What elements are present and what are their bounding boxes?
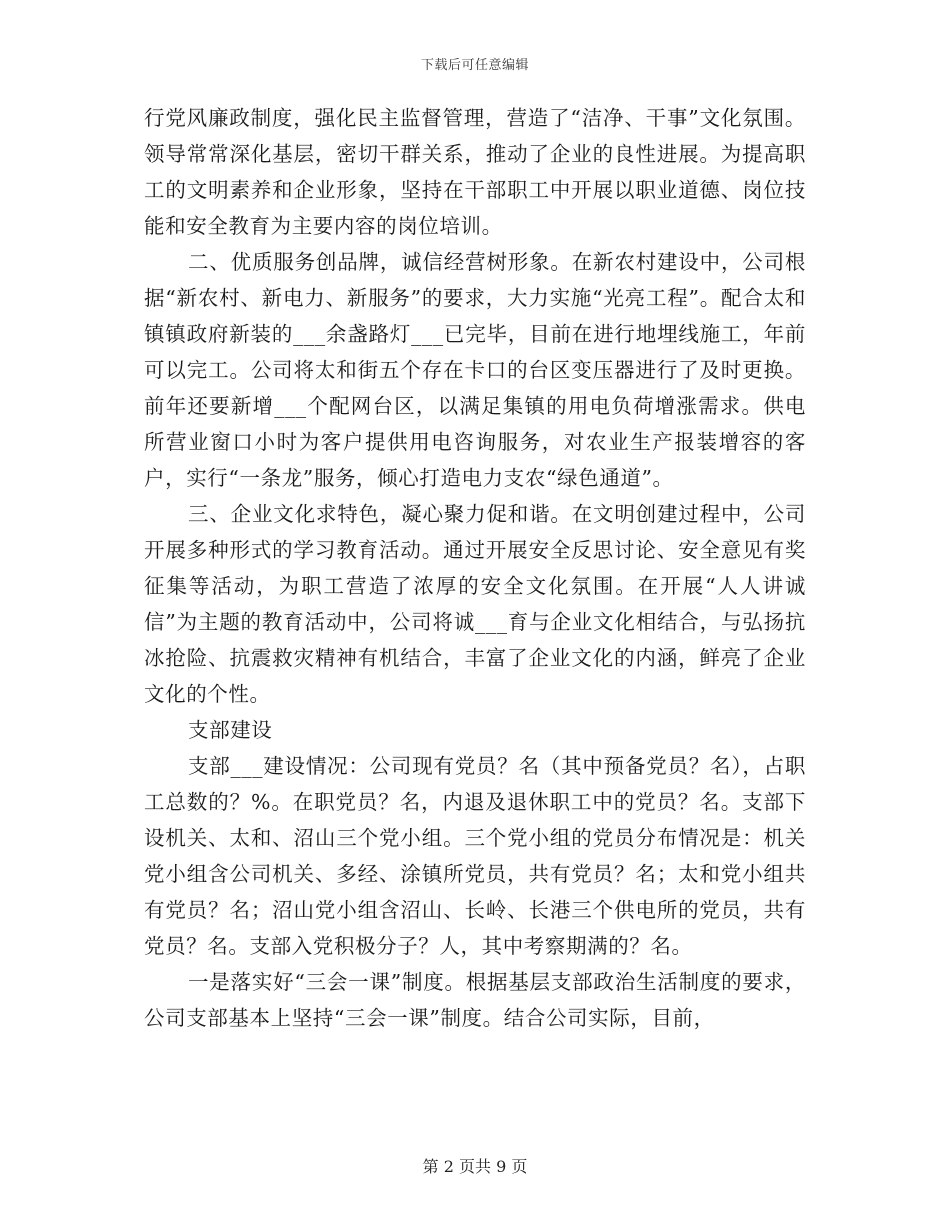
paragraph-6: 一是落实好“三会一课”制度。根据基层支部政治生活制度的要求，公司支部基本上坚持“三会一课”制度。结合公司实际，目前， <box>144 970 806 1030</box>
document-body <box>144 100 806 1036</box>
paragraph-5: 支部___建设情况：公司现有党员？名（其中预备党员？名），占职工总数的？%。在职党员？名，内退及退休职工中的党员？名。支部下设机关、太和、沼山三个党小组。三个党小组的党员分布情况是：机关党小组含公司机关、多经、涂镇所党员，共有党员？名；太和党小组共有党员？名；沼山党小组含沼山、长岭、长港三个供电所的党员，共有党员？名。支部入党积极分子？人，其中考察期满的？名。 <box>144 754 806 958</box>
paragraph-1: 行党风廉政制度，强化民主监督管理，营造了“洁净、干事”文化氛围。领导常常深化基层，密切干群关系，推动了企业的良性进展。为提高职工的文明素养和企业形象，坚持在干部职工中开展以职业道德、岗位技能和安全教育为主要内容的岗位培训。 <box>144 106 806 238</box>
page-header: 下载后可任意编辑 <box>420 58 529 73</box>
paragraph-2: 二、优质服务创品牌，诚信经营树形象。在新农村建设中，公司根据“新农村、新电力、新服务”的要求，大力实施“光亮工程”。配合太和镇镇政府新装的___余盏路灯___已完毕，目前在进行地埋线施工，年前可以完工。公司将太和街五个存在卡口的台区变压器进行了及时更换。前年还要新增___个配网台区，以满足集镇的用电负荷增涨需求。供电所营业窗口小时为客户提供用电咨询服务，对农业生产报装增容的客户，实行“一条龙”服务，倾心打造电力支农“绿色通道”。 <box>144 250 806 490</box>
section-heading: 支部建设 <box>188 718 273 742</box>
page-number: 第 2 页共 9 页 <box>422 1157 528 1176</box>
paragraph-3: 三、企业文化求特色，凝心聚力促和谐。在文明创建过程中，公司开展多种形式的学习教育活动。通过开展安全反思讨论、安全意见有奖征集等活动，为职工营造了浓厚的安全文化氛围。在开展“人人讲诚信”为主题的教育活动中，公司将诚___育与企业文化相结合，与弘扬抗冰抢险、抗震救灾精神有机结合，丰富了企业文化的内涵，鲜亮了企业文化的个性。 <box>144 502 806 706</box>
